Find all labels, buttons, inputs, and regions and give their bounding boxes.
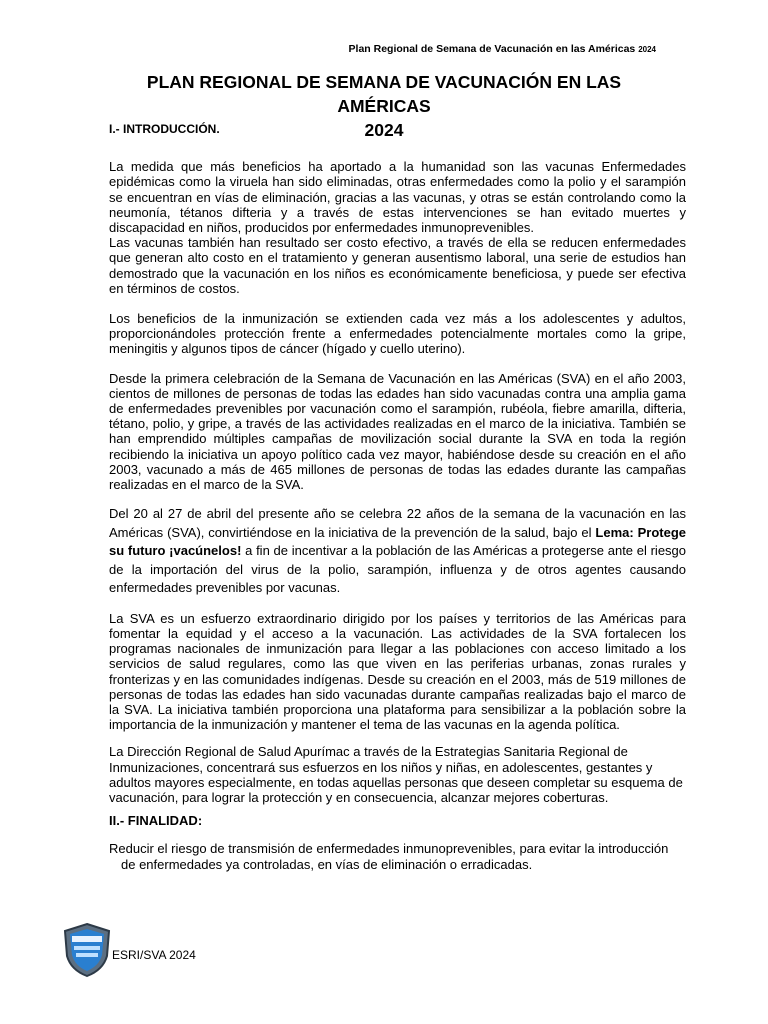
paragraph-4: Desde la primera celebración de la Semana de Vacunación en las Américas (SVA) en el año 2003, cientos de millones de personas de todas las edades han sido vacunadas contra una amplia gama de enfermedades prevenibles por vacunación como el sarampión, rubéola, fiebre amarilla, difteria, tétano, polio, y gripe, a través de las actividades realizadas en el marco de la iniciativa. También se han emprendido múltiples campañas de movilización social durante la SVA en toda la región recibiendo la iniciativa un apoyo político cada vez mayor, habiéndose desde su creación en el año 2003, vacunado a más de 465 millones de personas de todas las edades durante las campañas realizadas en el marco de la SVA.	[109, 370, 686, 493]
running-header-text: Plan Regional de Semana de Vacunación en las Américas	[348, 43, 636, 55]
paragraph-5-start: Del 20 al 27 de abril del presente año se celebra 22 años de la semana de la vacunación en las Américas (SVA), convirtiéndose en la iniciativa de la prevención de la salud, bajo el	[109, 506, 686, 540]
paragraph-3: Los beneficios de la inmunización se extienden cada vez más a los adolescentes y adultos, proporcionándoles protección frente a enfermedades potencialmente mortales como la gripe, meningitis y algunos tipos de cáncer (hígado y cuello uterino).	[109, 311, 686, 357]
running-header-year: 2024	[638, 45, 656, 54]
paragraph-6: La SVA es un esfuerzo extraordinario dirigido por los países y territorios de las Américas para fomentar la equidad y el acceso a la vacunación. Las actividades de la SVA fortalecen los programas nacionales de inmunización para llegar a las poblaciones con acceso limitado a los servicios de salud regulares, como las que viven en las periferias urbanas, zonas rurales y fronterizas y en las comunidades indígenas. Desde su creación en el 2003, más de 519 millones de personas de todas las edades han sido vacunadas durante campañas realizadas bajo el marco de la SVA. La iniciativa también proporciona una plataforma para sensibilizar a la población sobre la importancia de la inmunización y mantener el tema de las vacunas en la agenda política.	[109, 610, 686, 733]
page-title-line1: PLAN REGIONAL DE SEMANA DE VACUNACIÓN EN LAS AMÉRICAS	[146, 72, 622, 116]
paragraph-2: Las vacunas también han resultado ser costo efectivo, a través de ella se reducen enfermedades que generan alto costo en el tratamiento y generan ausentismo laboral, una serie de estudios han demostrado que la vacunación en los niños es económicamente beneficiosa, y puede ser efectiva en términos de costos.	[109, 235, 686, 296]
paragraph-5-lema: Lema: Protege su futuro ¡vacúnelos!	[109, 524, 686, 559]
footer-code: ESRI/SVA 2024	[112, 948, 196, 962]
section-heading-introduccion: I.- INTRODUCCIÓN.	[109, 122, 220, 136]
document-body	[109, 122, 686, 872]
section-heading-finalidad: II.- FINALIDAD:	[109, 813, 203, 829]
paragraph-1: La medida que más beneficios ha aportado a la humanidad son las vacunas Enfermedades epidémicas como la viruela han sido eliminadas, otras enfermedades como la polio y el sarampión se encuentran en vías de eliminación, gracias a las vacunas, y otras se están controlando como la neumonía, tétanos difteria y a través de estas intervenciones se han evitado muertes y discapacidad en niños, producidos por enfermedades inmunoprevenibles.	[109, 159, 686, 236]
page-title-line2: 2024	[364, 120, 404, 140]
shield-logo-icon	[62, 922, 112, 978]
paragraph-7: La Dirección Regional de Salud Apurímac a través de la Estrategias Sanitaria Regional de Inmunizaciones, concentrará sus esfuerzos en los niños y niñas, en adolescentes, gestantes y adultos mayores especialmente, en todas aquellas personas que deseen completar su esquema de vacunación, para lograr la protección y en consecuencia, alcanzar mejores coberturas.	[109, 744, 683, 805]
paragraph-5-end: a fin de incentivar a la población de las Américas a protegerse ante el riesgo de la importación del virus de la polio, sarampión, influenza y de otros agentes causando enfermedades prevenibles por vacunas.	[109, 543, 687, 596]
running-header	[349, 43, 656, 55]
paragraph-5	[109, 505, 686, 598]
paragraph-8: Reducir el riesgo de transmisión de enfermedades inmunoprevenibles, para evitar la introducción de enfermedades ya controladas, en vías de eliminación o erradicadas.	[109, 841, 669, 872]
